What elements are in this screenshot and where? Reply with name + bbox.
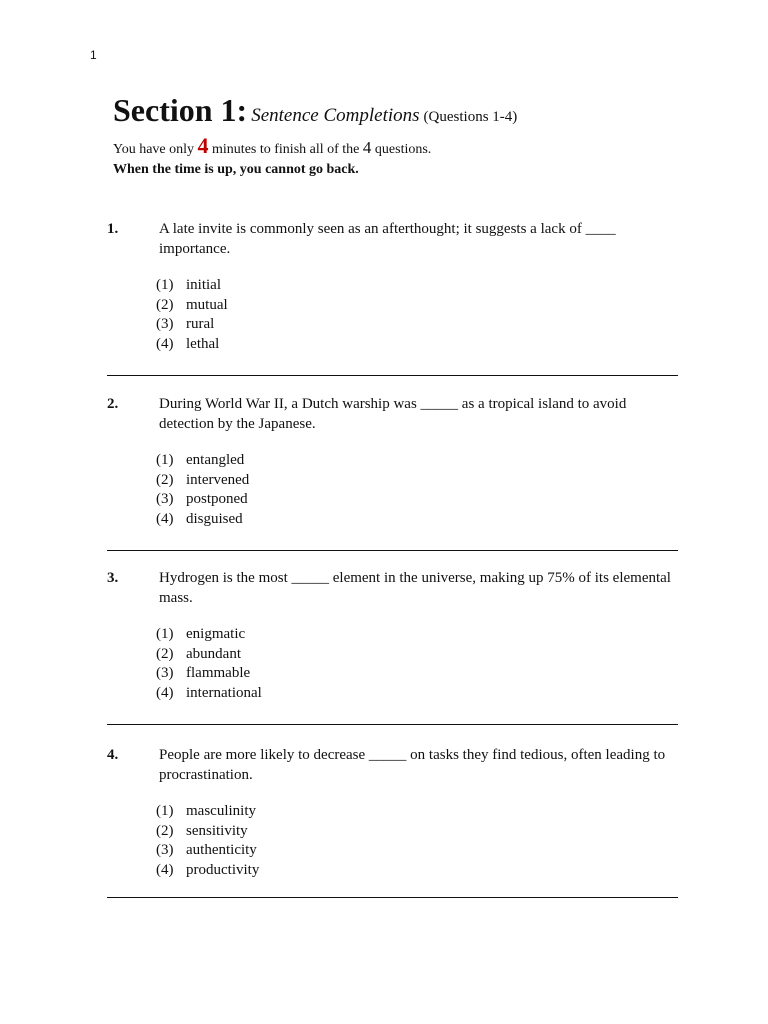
question-number: 3. [107,570,119,586]
question-range: (Questions 1-4) [423,109,518,125]
option-label: (3) [156,491,174,507]
option-text: international [186,684,262,701]
option-label: (4) [156,861,174,878]
question-block [107,568,678,725]
option-text: lethal [186,335,220,352]
question-text: During World War II, a Dutch warship was _____ as a tropical island to avoid detection by the Japanese. [159,396,627,432]
answer-option[interactable] [156,451,249,471]
option-label: (3) [156,842,174,858]
option-text: productivity [186,861,260,878]
answer-option[interactable] [156,645,262,665]
intro-suffix: questions. [374,142,432,157]
question-number: 2. [107,396,119,412]
answer-option[interactable] [156,664,262,684]
option-label: (1) [156,803,174,819]
option-text: entangled [186,452,245,468]
question-text: Hydrogen is the most _____ element in the universe, making up 75% of its elemental mass. [159,570,671,606]
answer-option[interactable] [156,510,249,530]
option-text: sensitivity [186,822,248,839]
answer-option[interactable] [156,471,249,491]
answer-options [156,802,259,880]
section-header [113,94,713,180]
question-text: A late invite is commonly seen as an afterthought; it suggests a lack of ____ importance. [159,221,616,257]
question-block [107,394,678,551]
option-text: authenticity [186,842,257,858]
question-block [107,745,678,898]
answer-option[interactable] [156,802,259,822]
answer-option[interactable] [156,684,262,704]
intro-prefix: You have only [113,142,195,157]
option-text: initial [186,277,221,293]
answer-option[interactable] [156,490,249,510]
option-label: (3) [156,665,174,681]
option-label: (3) [156,316,174,332]
answer-option[interactable] [156,315,228,335]
question-block [107,219,678,376]
answer-option[interactable] [156,841,259,861]
time-instructions [113,133,713,160]
option-text: abundant [186,645,241,662]
option-label: (1) [156,277,174,293]
section-label: Section 1: [113,92,248,128]
answer-options [156,276,228,354]
no-going-back-warning: When the time is up, you cannot go back. [113,162,359,177]
option-label: (2) [156,471,174,488]
page-number: 1 [90,48,97,62]
option-label: (2) [156,296,174,313]
answer-option[interactable] [156,625,262,645]
option-text: enigmatic [186,626,246,642]
answer-options [156,451,249,529]
option-label: (1) [156,452,174,468]
answer-option[interactable] [156,276,228,296]
option-text: masculinity [186,803,256,819]
answer-option[interactable] [156,822,259,842]
answer-options [156,625,262,703]
intro-middle: minutes to finish all of the [212,142,360,157]
question-count: 4 [362,138,372,157]
question-number: 4. [107,747,119,763]
option-label: (2) [156,822,174,839]
option-text: disguised [186,510,243,527]
answer-option[interactable] [156,861,259,881]
option-text: mutual [186,296,228,313]
option-label: (4) [156,335,174,352]
minutes-count: 4 [197,133,209,158]
option-label: (4) [156,684,174,701]
section-subtitle: Sentence Completions [251,105,420,126]
option-text: flammable [186,665,251,681]
option-label: (2) [156,645,174,662]
answer-option[interactable] [156,335,228,355]
question-number: 1. [107,221,119,237]
section-title [113,94,713,126]
question-text: People are more likely to decrease _____ on tasks they find tedious, often leading to procrastination. [159,747,666,783]
answer-option[interactable] [156,296,228,316]
option-label: (1) [156,626,174,642]
option-label: (4) [156,510,174,527]
option-text: rural [186,316,215,332]
option-text: intervened [186,471,250,488]
option-text: postponed [186,491,248,507]
